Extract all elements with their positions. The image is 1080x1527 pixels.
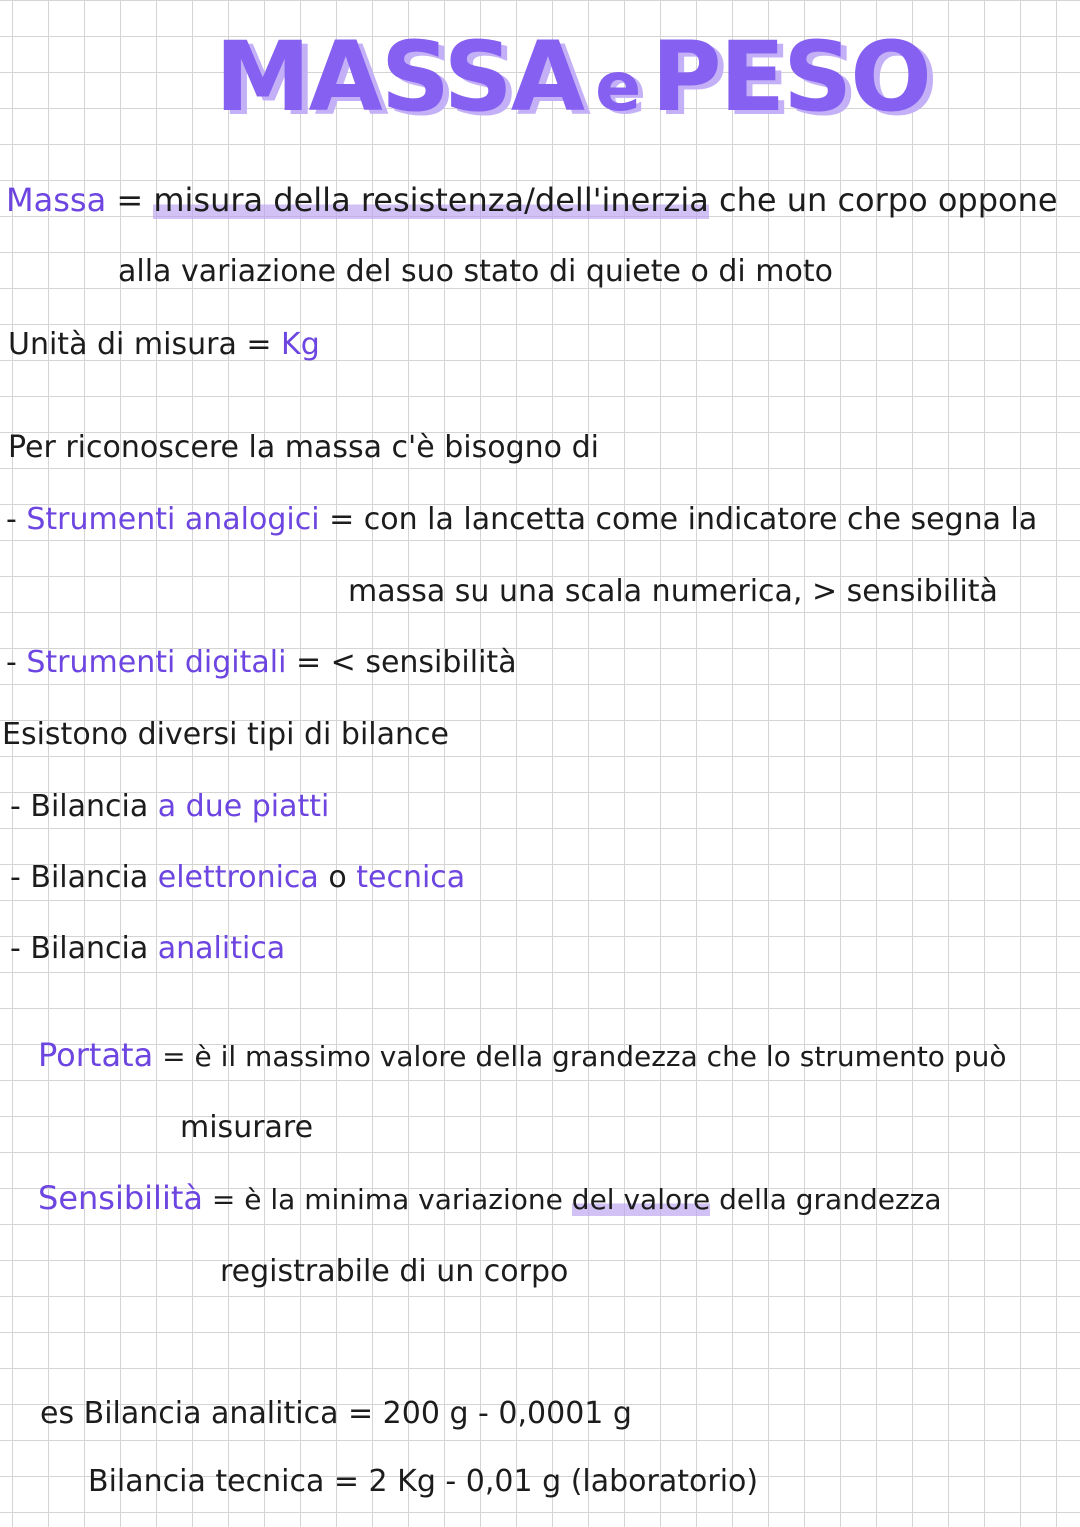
strumenti-analogici-term: Strumenti analogici [26, 502, 320, 537]
list-dash: - [6, 645, 27, 680]
unita-misura [8, 325, 320, 365]
esempio-tecnica [88, 1462, 758, 1502]
portata-definition [38, 1035, 1006, 1077]
portata-desc2: misurare [180, 1110, 314, 1145]
strumenti-analogici [6, 500, 1037, 540]
sensibilita-desc: = è la minima variazione [202, 1183, 572, 1216]
title-word-massa: MASSA [215, 21, 584, 133]
portata-term: Portata [38, 1036, 154, 1074]
sensibilita-definition [38, 1178, 942, 1220]
bilancia-type: elettronica [157, 860, 319, 895]
strumenti-analogici-desc2: massa su una scala numerica, > sensibilità [348, 574, 998, 609]
massa-def-highlight: misura della resistenza/dell'inerzia [153, 181, 709, 219]
bilancia-type: analitica [157, 931, 286, 966]
bilancia-type-alt: tecnica [356, 860, 466, 895]
massa-definition [6, 180, 1058, 220]
list-item-bilancia-elettronica [10, 858, 465, 898]
esempio-note: (laboratorio) [561, 1464, 759, 1499]
esempio-analitica [40, 1394, 632, 1434]
bilancia-prefix: - Bilancia [10, 931, 158, 966]
bilancia-type: a due piatti [157, 789, 330, 824]
bilancia-or: o [318, 860, 357, 895]
list-item-bilancia-due-piatti [10, 787, 329, 827]
unita-value: Kg [281, 327, 320, 362]
portata-desc: = è il massimo valore della grandezza che lo strumento può [153, 1040, 1007, 1073]
strumenti-analogici-desc: = con la lancetta come indicatore che segna la [319, 502, 1038, 537]
bilancia-prefix: - Bilancia [10, 860, 158, 895]
list-item-bilancia-analitica [10, 929, 285, 969]
massa-definition-line2: alla variazione del suo stato di quiete o di moto [118, 254, 833, 289]
title-word-e: e [595, 48, 640, 127]
riconoscere-text: Per riconoscere la massa c'è bisogno di [8, 430, 599, 465]
list-dash: - [6, 502, 27, 537]
esempio-text: Bilancia analitica = 200 g - 0,0001 g [83, 1396, 632, 1431]
esempio-text: Bilancia tecnica = 2 Kg - 0,01 g [88, 1464, 562, 1499]
bilance-intro: Esistono diversi tipi di bilance [2, 717, 449, 752]
unita-label: Unità di misura = [8, 327, 282, 362]
bilancia-prefix: - Bilancia [10, 789, 158, 824]
massa-def-rest: che un corpo oppone [708, 181, 1058, 219]
strumenti-digitali [6, 643, 517, 683]
page-title [215, 22, 930, 143]
massa-eq: = [106, 181, 154, 219]
sensibilita-desc-rest: della grandezza [710, 1183, 942, 1216]
sensibilita-desc2: registrabile di un corpo [220, 1254, 569, 1289]
sensibilita-highlight: del valore [571, 1183, 711, 1216]
strumenti-digitali-desc: = < sensibilità [286, 645, 517, 680]
massa-term: Massa [6, 181, 107, 219]
esempio-prefix: es [40, 1396, 84, 1431]
title-word-peso: PESO [651, 21, 930, 133]
sensibilita-term: Sensibilità [38, 1179, 203, 1217]
strumenti-digitali-term: Strumenti digitali [26, 645, 287, 680]
